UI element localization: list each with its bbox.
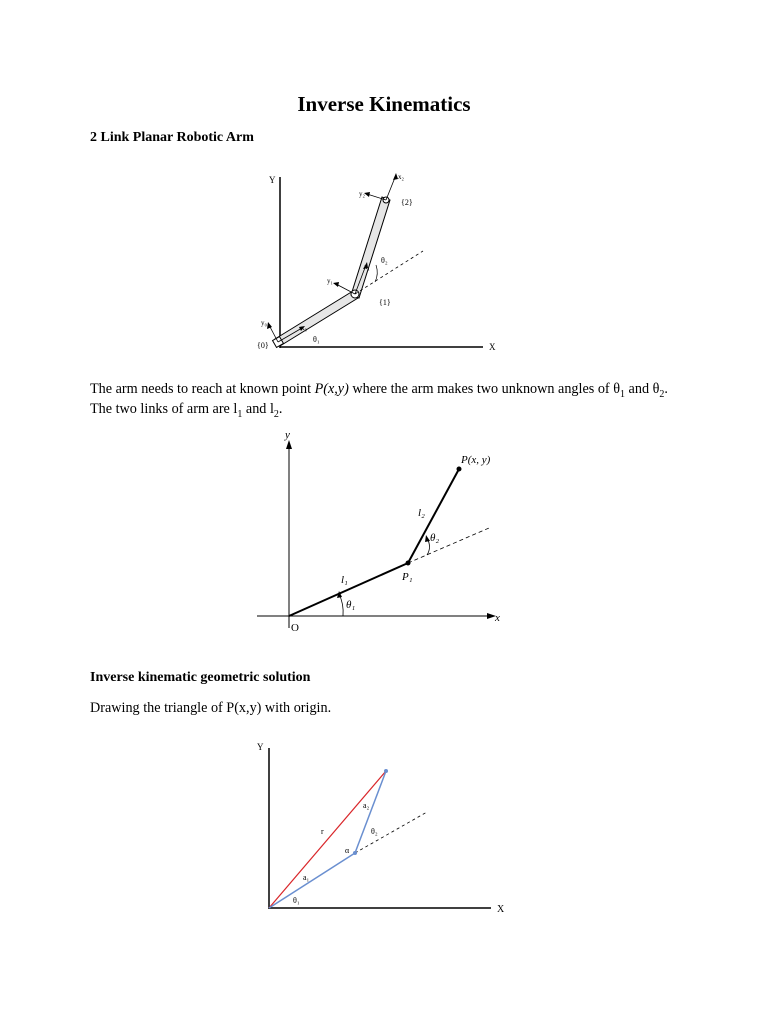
fig1-x2-label: x₂ <box>398 173 404 181</box>
fig3-a2-line <box>355 771 386 853</box>
section-heading-planar-arm: 2 Link Planar Robotic Arm <box>90 130 254 145</box>
fig1-theta2-label: θ₂ <box>381 256 388 265</box>
fig3-theta1-label: θ₁ <box>293 896 300 905</box>
fig1-frame0-label: {0} <box>257 341 269 350</box>
fig1-y2-label: y₂ <box>359 190 365 198</box>
figure-robotic-arm-frames <box>255 165 505 360</box>
fig2-point-label: P(x, y) <box>461 454 491 466</box>
fig1-theta1-label: θ₁ <box>313 335 320 344</box>
fig2-l2-label: l₂ <box>418 507 425 519</box>
fig2-theta1-label: θ₁ <box>346 599 356 611</box>
fig2-axis-y-label: y <box>285 429 290 441</box>
fig2-origin-label: O <box>291 622 299 634</box>
fig3-alpha-label: α <box>345 846 350 855</box>
fig2-link-2 <box>408 469 459 563</box>
page-title: Inverse Kinematics <box>297 92 471 116</box>
fig1-x1-label: x₁ <box>364 263 370 271</box>
fig3-a2-label: a₂ <box>363 801 370 810</box>
paragraph-triangle-description: Drawing the triangle of P(x,y) with origin. <box>90 700 332 716</box>
paragraph-arm-description: The arm needs to reach at known point P(x,y) where the arm makes two unknown angles of $\theta_1$ and $\theta_2$. The two links of arm are $l_1$ and $l_2$. <box>90 381 668 420</box>
fig2-theta2-label: θ₂ <box>430 532 440 544</box>
link-2 <box>351 197 390 298</box>
fig3-extension-dashed <box>355 812 427 853</box>
theta2-arc <box>375 265 377 282</box>
fig2-p1-label: P₁ <box>402 571 413 583</box>
fig2-extension-dashed <box>408 528 489 563</box>
fig2-l1-label: l₁ <box>341 574 348 586</box>
fig3-theta2-label: θ₂ <box>371 827 378 836</box>
figure-arm-geometry <box>255 428 515 643</box>
fig3-axis-y-label: Y <box>257 742 264 752</box>
fig1-x0-label: x₀ <box>301 324 307 332</box>
fig1-frame2-label: {2} <box>401 198 413 207</box>
fig3-a1-label: a₁ <box>303 873 310 882</box>
fig3-axis-x-label: X <box>497 904 505 915</box>
fig1-axis-y-label: Y <box>269 175 276 185</box>
fig1-axis-x-label: X <box>489 342 496 352</box>
fig3-r-line <box>269 771 386 908</box>
fig3-r-label: r <box>321 827 324 836</box>
figure-triangle-origin <box>255 740 515 920</box>
fig1-y0-label: y₀ <box>261 319 267 327</box>
fig1-frame1-label: {1} <box>379 298 391 307</box>
fig3-a1-line <box>269 853 355 908</box>
section-heading-geometric-solution: Inverse kinematic geometric solution <box>90 670 311 685</box>
point-label: P(x,y) <box>314 381 349 397</box>
fig1-y1-label: y₁ <box>327 277 333 285</box>
fig2-axis-x-label: x <box>495 612 500 624</box>
